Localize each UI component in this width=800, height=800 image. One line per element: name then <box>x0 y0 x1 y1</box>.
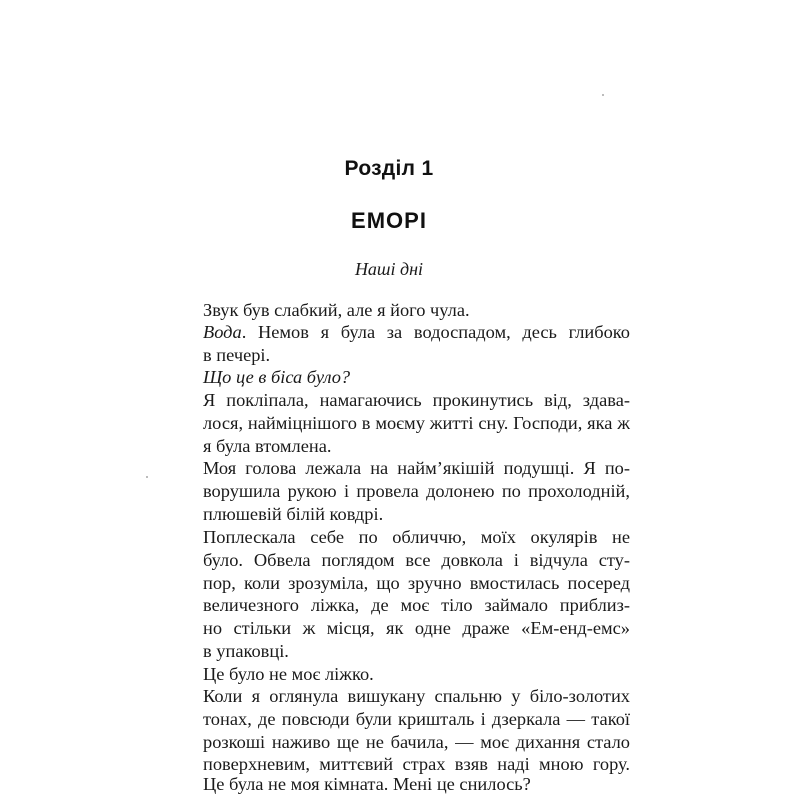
chapter-subtitle: Наші дні <box>354 259 424 279</box>
italic-word: Вода <box>203 322 242 342</box>
text-line: в печері. <box>203 345 271 365</box>
text-line: плюшевій білій ковдрі. <box>203 504 384 524</box>
chapter-number: Розділ 1 <box>344 157 434 180</box>
text-line: пор, коли зрозуміла, що зручно вмостилась посеред <box>203 573 630 593</box>
text-line: Звук був слабкий, але я його чула. <box>203 300 470 320</box>
scan-speck <box>602 94 604 96</box>
text-line: Я покліпала, намагаючись прокинутись від, здава- <box>203 390 630 410</box>
italic-line: Що це в біса було? <box>203 367 351 387</box>
scan-speck <box>146 476 148 478</box>
text-line: поверхневим, миттєвий страх взяв наді мною гору. <box>203 754 630 774</box>
text-line: но стільки ж місця, як одне драже «Ем-енд-емс» <box>203 618 630 638</box>
text-line: Моя голова лежала на найм’якішій подушці. Я по- <box>203 458 630 478</box>
text-line: я була втомлена. <box>203 436 332 456</box>
text-line: Вода. Немов я була за водоспадом, десь глибоко <box>203 322 630 342</box>
text-line <box>203 365 630 389</box>
text-line: Це була не моя кімната. Мені це снилось? <box>203 774 531 794</box>
text-line: Коли я оглянула вишукану спальню у біло-золотих <box>203 686 630 706</box>
text-line: величезного ліжка, де моє тіло займало приблиз- <box>203 595 630 615</box>
text-line: в упаковці. <box>203 641 289 661</box>
chapter-title: ЕМОРІ <box>351 208 427 233</box>
text-line: Це було не моє ліжко. <box>203 664 374 684</box>
text-line: ворушила рукою і провела долонею по прохолодній, <box>203 481 630 501</box>
text-line: Поплескала себе по обличчю, моїх окулярів не <box>203 527 630 547</box>
text-line: розкоші наживо ще не бачила, — моє дихання стало <box>203 732 630 752</box>
text-line: лося, наймiцнішого в моєму житті сну. Господи, яка ж <box>203 413 630 433</box>
text-line: тонах, де повсюди були кришталь і дзеркала — такої <box>203 709 630 729</box>
text-line: було. Обвела поглядом все довкола і відчула сту- <box>203 550 630 570</box>
